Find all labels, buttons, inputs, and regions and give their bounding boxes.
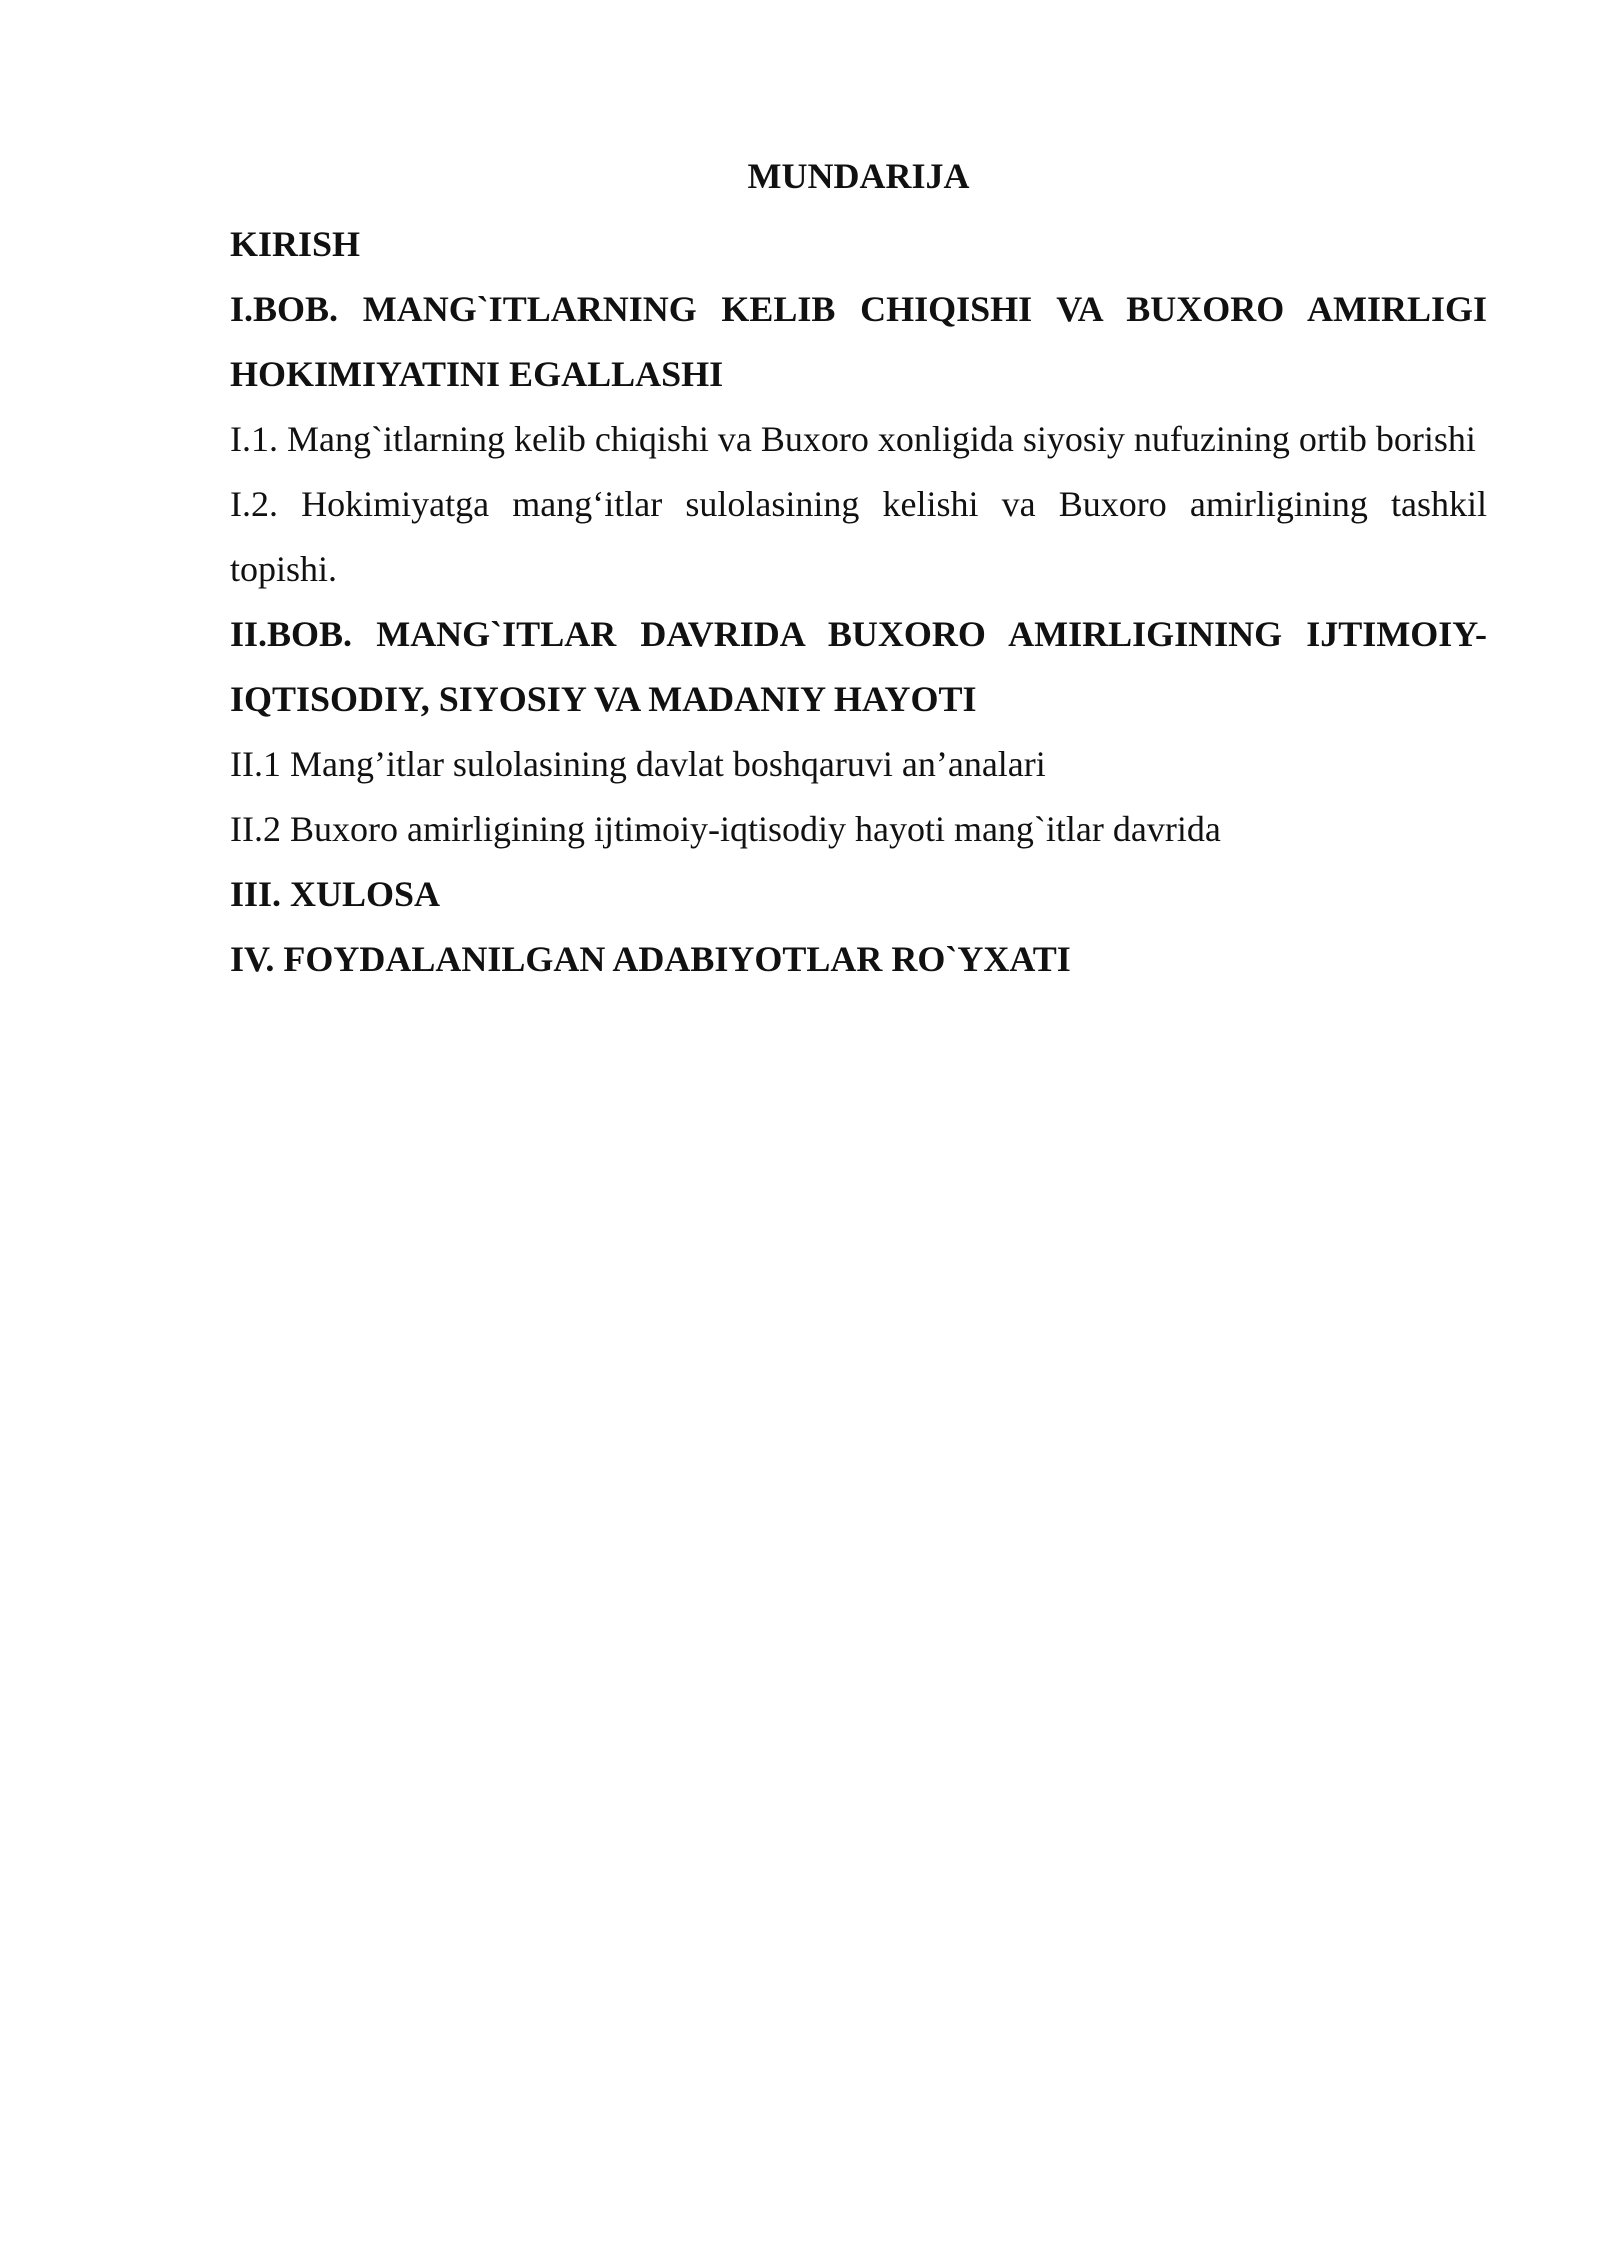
toc-entry-references: IV. FOYDALANILGAN ADABIYOTLAR RO`YXATI [230, 939, 1071, 979]
page-title: MUNDARIJA [747, 156, 970, 196]
toc-entry-section-1-2: I.2. Hokimiyatga mang‘itlar sulolasining kelishi va Buxoro amirligining tashkil topishi. [230, 484, 1487, 589]
toc-entry-conclusion: III. XULOSA [230, 874, 441, 914]
toc-entry-section-1-1: I.1. Mang`itlarning kelib chiqishi va Buxoro xonligida siyosiy nufuzining ortib borishi [230, 419, 1476, 459]
toc-entry-section-2-2: II.2 Buxoro amirligining ijtimoiy-iqtisodiy hayoti mang`itlar davrida [230, 809, 1221, 849]
toc-entry-chapter-1: I.BOB. MANG`ITLARNING KELIB CHIQISHI VA BUXORO AMIRLIGI HOKIMIYATINI EGALLASHI [230, 289, 1487, 394]
table-of-contents [230, 212, 1487, 992]
toc-entry-section-2-1: II.1 Mang’itlar sulolasining davlat boshqaruvi an’analari [230, 744, 1046, 784]
toc-entry-introduction: KIRISH [230, 224, 361, 264]
toc-entry-chapter-2: II.BOB. MANG`ITLAR DAVRIDA BUXORO AMIRLIGINING IJTIMOIY-IQTISODIY, SIYOSIY VA MADANIY HAYOTI [230, 614, 1487, 719]
